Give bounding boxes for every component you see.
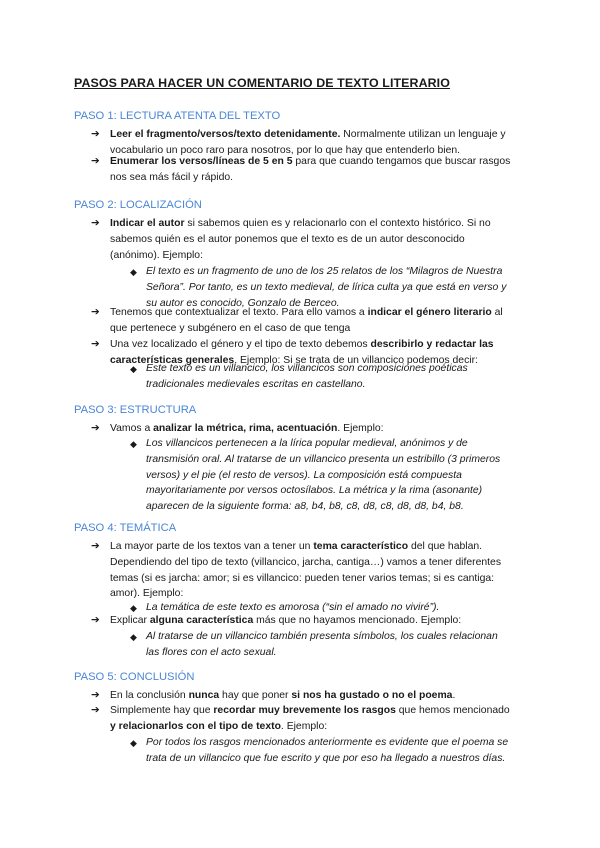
bold-text: describirlo y redactar las bbox=[370, 339, 494, 350]
example-line: trata de un villancico que fue escrito y que por eso ha llegado a nuestros días. bbox=[146, 752, 506, 764]
arrow-bullet-icon: ➔ bbox=[91, 156, 100, 167]
example-line: transmisión oral. Al tratarse de un villancico presenta un estribillo (3 primeros bbox=[146, 453, 501, 465]
example-line: El texto es un fragmento de uno de los 25 relatos de los “Milagros de Nuestra bbox=[146, 266, 503, 277]
example-line: su autor es conocido, Gonzalo de Berceo. bbox=[146, 297, 340, 309]
bold-text: indicar el género literario bbox=[367, 307, 492, 318]
arrow-bullet-icon: ➔ bbox=[91, 705, 100, 716]
list-item-line bbox=[110, 703, 510, 719]
text-run: al bbox=[491, 307, 503, 318]
bold-text: Leer el fragmento/versos/texto detenidamente. bbox=[110, 129, 341, 140]
list-item-line bbox=[110, 539, 501, 555]
list-item-line bbox=[110, 421, 384, 437]
example-line: Por todos los rasgos mencionados anteriormente es evidente que el poema se bbox=[146, 737, 509, 748]
list-item-line bbox=[110, 305, 503, 321]
text-run: Vamos a bbox=[110, 423, 154, 434]
list-item-line bbox=[110, 719, 510, 735]
text-run: si sabemos quien es y relacionarlo con el contexto histórico. Si no bbox=[184, 218, 491, 229]
bold-text: recordar muy brevemente los rasgos bbox=[213, 705, 396, 716]
list-item bbox=[110, 421, 384, 437]
diamond-bullet-icon: ◆ bbox=[130, 603, 137, 613]
bold-text: Indicar el autor bbox=[110, 218, 185, 229]
example-line: La temática de este texto es amorosa (“sin el amado no viviré”). bbox=[146, 602, 440, 613]
list-item-line bbox=[110, 688, 455, 704]
text-run: . Ejemplo: bbox=[337, 423, 384, 434]
text-run: vocabulario un poco raro para nosotros, por lo que hay que entenderlo bien. bbox=[110, 144, 461, 156]
list-item-line bbox=[110, 555, 501, 571]
list-item bbox=[110, 539, 501, 602]
bold-text: Enumerar los versos/líneas de 5 en 5 bbox=[110, 156, 293, 167]
section-heading: PASO 2: LOCALIZACIÓN bbox=[74, 199, 202, 211]
text-run: sabemos quién es el autor ponemos que el texto es de un autor desconocido bbox=[110, 233, 465, 245]
list-item-line bbox=[110, 170, 510, 186]
text-run: (anónimo). Ejemplo: bbox=[110, 249, 203, 261]
example-line: mayoritariamente por versos octosílabos. La métrica y la rima (asonante) bbox=[146, 485, 483, 497]
arrow-bullet-icon: ➔ bbox=[91, 690, 100, 701]
list-item-line bbox=[110, 337, 494, 353]
arrow-bullet-icon: ➔ bbox=[91, 218, 100, 229]
text-run: Dependiendo del tipo de texto (villancico, jarcha, cantiga…) vamos a tener diferentes bbox=[110, 556, 502, 568]
list-item bbox=[110, 305, 503, 337]
text-run: Explicar bbox=[110, 615, 150, 626]
text-run: Tenemos que contextualizar el texto. Para ello vamos a bbox=[110, 307, 368, 318]
list-item bbox=[110, 688, 455, 704]
arrow-bullet-icon: ➔ bbox=[91, 423, 100, 434]
text-run: . Ejemplo: Si se trata de un villancico podemos decir: bbox=[234, 354, 478, 366]
list-item bbox=[110, 154, 510, 186]
list-item bbox=[110, 613, 461, 629]
text-run: Normalmente utilizan un lenguaje y bbox=[340, 129, 506, 140]
diamond-bullet-icon: ◆ bbox=[130, 632, 137, 642]
bold-text: y relacionarlos con el tipo de texto bbox=[110, 720, 281, 732]
text-run: . bbox=[452, 690, 456, 701]
diamond-bullet-icon: ◆ bbox=[130, 267, 137, 277]
section-heading: PASO 4: TEMÁTICA bbox=[74, 522, 177, 534]
example-text bbox=[146, 629, 498, 661]
example-text bbox=[146, 361, 468, 393]
text-run: para que cuando tengamos que buscar rasgos bbox=[292, 156, 511, 167]
bold-text: tema característico bbox=[313, 541, 409, 552]
text-run: que pertenece y subgénero en el caso de que tenga bbox=[110, 322, 351, 334]
list-item bbox=[110, 703, 510, 735]
section-heading: PASO 1: LECTURA ATENTA DEL TEXTO bbox=[74, 110, 281, 122]
example-text bbox=[146, 436, 500, 515]
text-run: . Ejemplo: bbox=[280, 720, 328, 732]
diamond-bullet-icon: ◆ bbox=[130, 364, 137, 374]
text-run: del que hablan. bbox=[408, 541, 483, 552]
arrow-bullet-icon: ➔ bbox=[91, 307, 100, 318]
list-item bbox=[110, 216, 491, 263]
example-line: tradicionales medievales escritas en castellano. bbox=[146, 378, 366, 390]
text-run: En la conclusión bbox=[110, 690, 189, 701]
bold-text: nunca bbox=[188, 690, 220, 701]
list-item-line bbox=[110, 232, 491, 248]
arrow-bullet-icon: ➔ bbox=[91, 129, 100, 140]
diamond-bullet-icon: ◆ bbox=[130, 439, 137, 449]
text-run: La mayor parte de los textos van a tener un bbox=[110, 541, 314, 552]
example-line: Señora”. Por tanto, es un texto medieval, de lírica culta ya que está en verso y bbox=[146, 281, 507, 293]
example-line: Este texto es un villancico, los villancicos son composiciones poéticas bbox=[146, 363, 468, 374]
example-line: las flores con el acto sexual. bbox=[146, 646, 277, 658]
arrow-bullet-icon: ➔ bbox=[91, 339, 100, 350]
example-line: aparecen de la siguiente forma: a8, b4, b8, c8, d8, c8, d8, d8, b4, b8. bbox=[146, 501, 464, 513]
example-text bbox=[146, 735, 508, 767]
text-run: Una vez localizado el género y el tipo de texto debemos bbox=[110, 339, 371, 350]
arrow-bullet-icon: ➔ bbox=[91, 615, 100, 626]
text-run: temas (si es jarcha: amor; si es villancico: pueden tener varios temas; si es cantiga: bbox=[110, 572, 495, 584]
section-heading: PASO 5: CONCLUSIÓN bbox=[74, 671, 195, 683]
section-heading: PASO 3: ESTRUCTURA bbox=[74, 404, 197, 416]
diamond-bullet-icon: ◆ bbox=[130, 738, 137, 748]
bold-text: características generales bbox=[110, 354, 235, 366]
text-run: que hemos mencionado bbox=[395, 705, 510, 716]
list-item-line bbox=[110, 216, 491, 232]
example-line: Los villancicos pertenecen a la lírica popular medieval, anónimos y de bbox=[146, 438, 468, 449]
list-item-line bbox=[110, 154, 510, 170]
list-item-line bbox=[110, 127, 506, 143]
text-run: nos sea más fácil y rápido. bbox=[110, 171, 234, 183]
list-item-line bbox=[110, 571, 501, 587]
bold-text: alguna característica bbox=[149, 615, 254, 626]
list-item-line bbox=[110, 613, 461, 629]
text-run: más que no hayamos mencionado. Ejemplo: bbox=[253, 615, 462, 626]
bold-text: analizar la métrica, rima, acentuación bbox=[153, 423, 338, 434]
text-run: Simplemente hay que bbox=[110, 705, 214, 716]
list-item-line bbox=[110, 321, 503, 337]
page-title: PASOS PARA HACER UN COMENTARIO DE TEXTO LITERARIO bbox=[74, 76, 450, 90]
list-item-line bbox=[110, 248, 491, 264]
arrow-bullet-icon: ➔ bbox=[91, 541, 100, 552]
text-run: hay que poner bbox=[219, 690, 292, 701]
bold-text: si nos ha gustado o no el poema bbox=[291, 690, 453, 701]
example-line: Al tratarse de un villancico también presenta símbolos, los cuales relacionan bbox=[146, 631, 498, 642]
example-line: versos) y el pie (el resto de versos). La composición está compuesta bbox=[146, 469, 462, 481]
text-run: amor). Ejemplo: bbox=[110, 588, 184, 600]
